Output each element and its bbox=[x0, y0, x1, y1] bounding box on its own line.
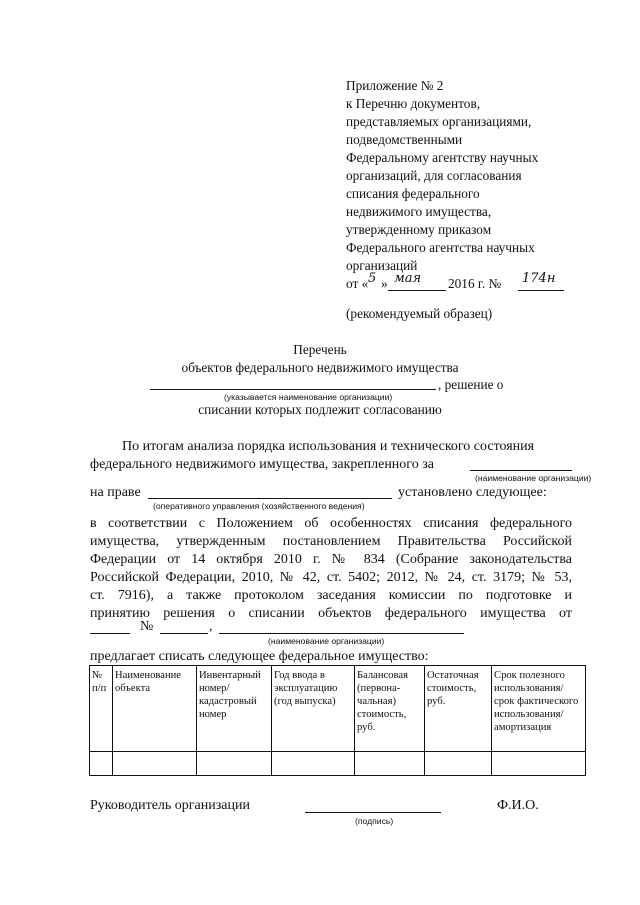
table-cell bbox=[197, 752, 272, 776]
order-number: 174н bbox=[522, 271, 556, 286]
title-line-4: списании которых подлежит согласованию bbox=[198, 402, 442, 417]
table-cell bbox=[90, 752, 113, 776]
table-cell bbox=[425, 752, 492, 776]
table-cell bbox=[113, 752, 197, 776]
signature-line bbox=[305, 812, 441, 813]
sample-note: (рекомендуемый образец) bbox=[346, 306, 493, 321]
appendix-line-9: утвержденному приказом bbox=[346, 222, 492, 237]
appendix-line-7: списания федерального bbox=[346, 186, 480, 201]
order-date-year: 2016 г. № bbox=[448, 276, 502, 291]
header-cell-object-name: Наименование объекта bbox=[113, 666, 197, 752]
property-table bbox=[89, 665, 586, 776]
header-cell-residual-value: Остаточная стоимость, руб. bbox=[425, 666, 492, 752]
p1-line-3-suffix: установлено следующее: bbox=[398, 485, 547, 500]
p2-line-2-text: имущества, утвержденным постановлением Правительства Российской bbox=[90, 534, 572, 549]
p2-line-3-text: Федерации от 14 октября 2010 г. № 834 (Собрание законодательства bbox=[90, 552, 572, 567]
protocol-date-blank bbox=[90, 633, 130, 634]
p2-line-4-text: Российской Федерации, 2010, № 42, ст. 5402; 2012, № 24, ст. 3179; № 53, bbox=[90, 570, 572, 585]
appendix-line-10: Федерального агентства научных bbox=[346, 240, 535, 255]
p2-line-6 bbox=[90, 605, 572, 623]
protocol-number-blank bbox=[160, 633, 208, 634]
appendix-line-8: недвижимого имущества, bbox=[346, 204, 492, 219]
order-date-prefix: от « bbox=[346, 276, 369, 291]
right-type-blank bbox=[148, 498, 392, 499]
p2-line-5-text: ст. 7916), а также протоколом заседания комиссии по подготовке и bbox=[90, 588, 572, 603]
table-header-row bbox=[90, 666, 586, 752]
signature-hint: (подпись) bbox=[355, 816, 394, 826]
p2-line-6-text: принятию решения о списании объектов федерального имущества от bbox=[90, 606, 572, 621]
protocol-comma: , bbox=[209, 619, 213, 634]
title-line-1: Перечень bbox=[293, 342, 347, 357]
p1-line-3-prefix: на праве bbox=[90, 485, 141, 500]
order-number-line bbox=[518, 290, 564, 291]
table-empty-row bbox=[90, 752, 586, 776]
order-date-month: мая bbox=[394, 271, 422, 286]
p2-line-2 bbox=[90, 533, 572, 551]
table-cell bbox=[355, 752, 425, 776]
p1-line-1: По итогам анализа порядка использования и технического состояния bbox=[122, 439, 535, 454]
full-name-label: Ф.И.О. bbox=[497, 798, 539, 813]
proposal-text: предлагает списать следующее федеральное имущество: bbox=[90, 649, 429, 664]
hint-org-indication: (указывается наименование организации) bbox=[224, 392, 393, 402]
p2-line-5 bbox=[90, 587, 572, 605]
p2-line-1-text: в соответствии с Положением об особенностях списания федерального bbox=[90, 516, 572, 531]
header-cell-number: № п/п bbox=[90, 666, 113, 752]
hint-org-name-2: (наименование организации) bbox=[268, 636, 385, 646]
hint-right-type: (оперативного управления (хозяйственного ведения) bbox=[153, 501, 365, 511]
org-name-blank bbox=[150, 389, 436, 390]
appendix-line-1: Приложение № 2 bbox=[346, 78, 444, 93]
title-line-2: объектов федерального недвижимого имущества bbox=[181, 360, 459, 375]
table-cell bbox=[272, 752, 355, 776]
order-date-quote: » bbox=[381, 276, 388, 291]
p2-line-1 bbox=[90, 515, 572, 533]
appendix-line-5: Федеральному агентству научных bbox=[346, 150, 539, 165]
p2-line-3 bbox=[90, 551, 572, 569]
header-cell-commission-year: Год ввода в эксплуатацию (год выпуска) bbox=[272, 666, 355, 752]
p1-line-2: федерального недвижимого имущества, закрепленного за bbox=[90, 457, 434, 472]
head-of-organization-label: Руководитель организации bbox=[90, 798, 250, 813]
appendix-line-11: организаций bbox=[346, 258, 418, 273]
appendix-line-4: подведомственными bbox=[346, 132, 463, 147]
table-cell bbox=[492, 752, 586, 776]
header-cell-inventory-number: Инвентарный номер/ кадастровый номер bbox=[197, 666, 272, 752]
hint-org-name: (наименование организации) bbox=[475, 473, 592, 483]
order-date-month-line bbox=[388, 290, 446, 291]
title-line-3-suffix: , решение о bbox=[438, 377, 504, 392]
protocol-number-sign: № bbox=[140, 619, 154, 634]
appendix-line-2: к Перечню документов, bbox=[346, 96, 481, 111]
p2-line-4 bbox=[90, 569, 572, 587]
appendix-line-6: организаций, для согласования bbox=[346, 168, 522, 183]
commission-org-blank bbox=[219, 633, 464, 634]
order-date-day: 5 bbox=[368, 271, 377, 286]
header-cell-useful-life: Срок полезного использования/ срок фактического использования/ амортизация bbox=[492, 666, 586, 752]
org-assigned-blank bbox=[470, 470, 572, 471]
appendix-line-3: представляемых организациями, bbox=[346, 114, 532, 129]
header-cell-book-value: Балансовая (первона- чальная) стоимость, руб. bbox=[355, 666, 425, 752]
